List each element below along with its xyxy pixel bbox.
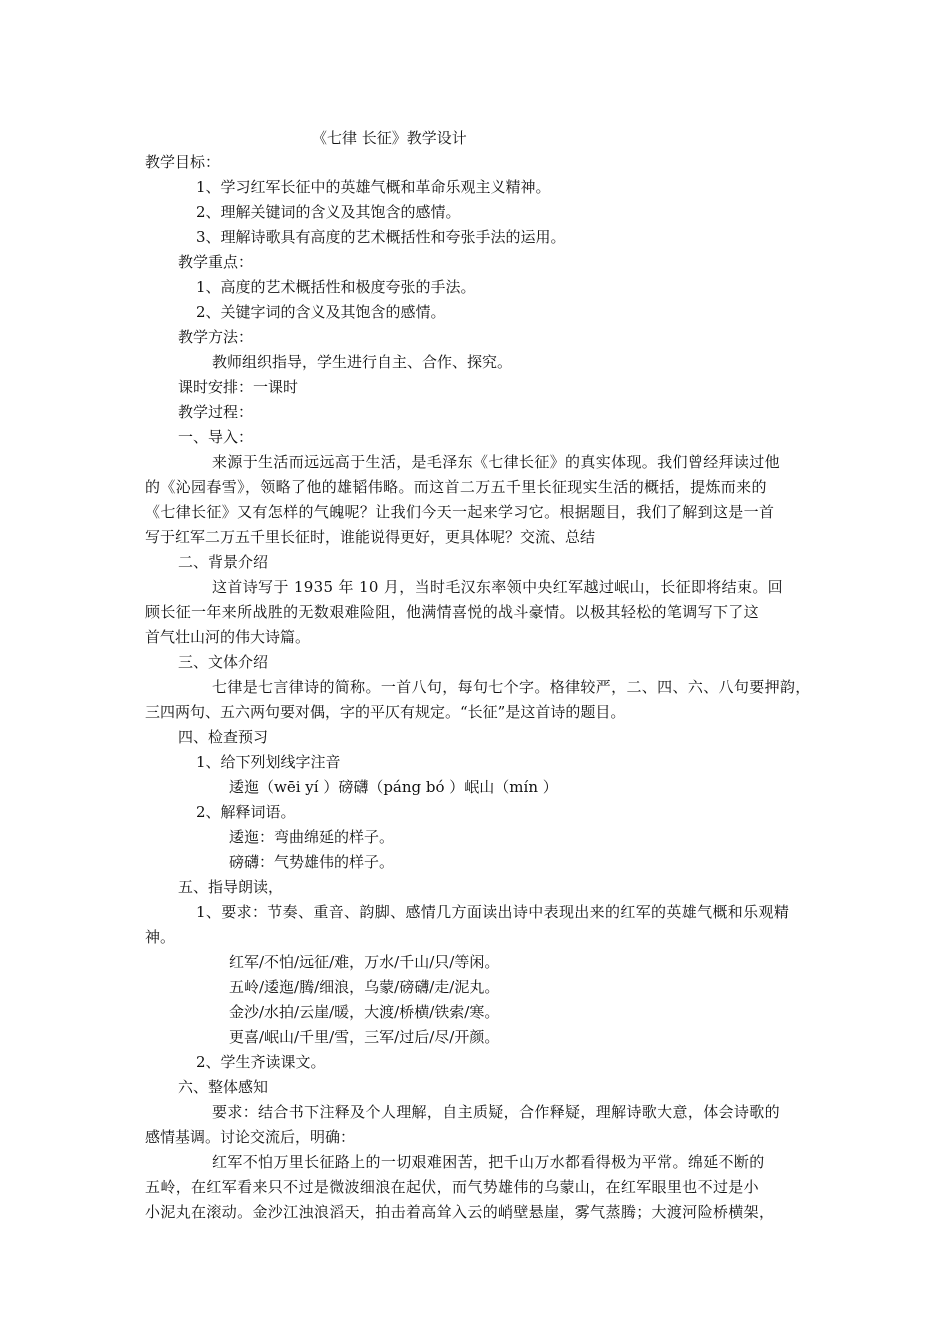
poem-line: 红军/不怕/远征/难，万水/千山/只/等闲。 xyxy=(229,953,500,971)
paragraph-line: 要求：结合书下注释及个人理解，自主质疑，合作释疑，理解诗歌大意，体会诗歌的 xyxy=(212,1103,780,1121)
paragraph-line: 五岭，在红军看来只不过是微波细浪在起伏，而气势雄伟的乌蒙山，在红军眼里也不过是小 xyxy=(145,1178,760,1196)
list-item: 1、给下列划线字注音 xyxy=(196,753,341,771)
keypoints-heading: 教学重点： xyxy=(178,253,254,271)
paragraph-line: 来源于生活而远远高于生活，是毛泽东《七律长征》的真实体现。我们曾经拜读过他 xyxy=(212,453,780,471)
definition-line: 逶迤：弯曲绵延的样子。 xyxy=(229,828,395,846)
section-heading: 五、指导朗读， xyxy=(178,878,284,896)
paragraph-line: 写于红军二万五千里长征时，谁能说得更好，更具体呢？交流、总结 xyxy=(145,528,596,546)
section-heading: 二、背景介绍 xyxy=(178,553,269,571)
method-heading: 教学方法： xyxy=(178,328,254,346)
keypoint-item: 1、高度的艺术概括性和极度夸张的手法。 xyxy=(196,278,476,296)
paragraph-line: 神。 xyxy=(145,928,176,946)
paragraph-line: 感情基调。讨论交流后，明确： xyxy=(145,1128,356,1146)
definition-line: 磅礴：气势雄伟的样子。 xyxy=(229,853,395,871)
poem-line: 金沙/水拍/云崖/暖，大渡/桥横/铁索/寒。 xyxy=(229,1003,500,1021)
poem-line: 五岭/逶迤/腾/细浪，乌蒙/磅礴/走/泥丸。 xyxy=(229,978,500,996)
paragraph-line: 顾长征一年来所战胜的无数艰难险阻，他满情喜悦的战斗豪情。以极其轻松的笔调写下了这 xyxy=(145,603,760,621)
paragraph-line: 1、要求：节奏、重音、韵脚、感情几方面读出诗中表现出来的红军的英雄气概和乐观精 xyxy=(196,903,790,921)
poem-line: 更喜/岷山/千里/雪，三军/过后/尽/开颜。 xyxy=(229,1028,500,1046)
section-heading: 一、导入： xyxy=(178,428,254,446)
objectives-heading: 教学目标： xyxy=(145,153,221,171)
section-heading: 六、整体感知 xyxy=(178,1078,269,1096)
process-heading: 教学过程： xyxy=(178,403,254,421)
schedule-line: 课时安排：一课时 xyxy=(178,378,299,396)
list-item: 2、解释词语。 xyxy=(196,803,296,821)
objective-item: 1、学习红军长征中的英雄气概和革命乐观主义精神。 xyxy=(196,178,551,196)
paragraph-line: 首气壮山河的伟大诗篇。 xyxy=(145,628,311,646)
paragraph-line: 的《沁园春雪》，领略了他的雄韬伟略。而这首二万五千里长征现实生活的概括，提炼而来的 xyxy=(145,478,767,496)
section-heading: 三、文体介绍 xyxy=(178,653,269,671)
list-item: 2、学生齐读课文。 xyxy=(196,1053,326,1071)
document-title: 《七律 长征》教学设计 xyxy=(312,129,467,147)
paragraph-line: 小泥丸在滚动。金沙江浊浪滔天，拍击着高耸入云的峭壁悬崖，雾气蒸腾；大渡河险桥横架， xyxy=(145,1203,775,1221)
paragraph-line: 七律是七言律诗的简称。一首八句，每句七个字。格律较严，二、四、六、八句要押韵， xyxy=(212,678,811,696)
objective-item: 2、理解关键词的含义及其饱含的感情。 xyxy=(196,203,461,221)
keypoint-item: 2、关键字词的含义及其饱含的感情。 xyxy=(196,303,446,321)
pinyin-line: 逶迤（wēi yí ）磅礴（páng bó ）岷山（mín ） xyxy=(229,778,558,796)
paragraph-line: 这首诗写于 1935 年 10 月，当时毛汉东率领中央红军越过岷山，长征即将结束。回 xyxy=(212,578,784,596)
paragraph-line: 《七律长征》又有怎样的气魄呢？让我们今天一起来学习它。根据题目，我们了解到这是一首 xyxy=(145,503,775,521)
method-text: 教师组织指导，学生进行自主、合作、探究。 xyxy=(212,353,513,371)
paragraph-line: 三四两句、五六两句要对偶，字的平仄有规定。“长征”是这首诗的题目。 xyxy=(145,703,626,721)
section-heading: 四、检查预习 xyxy=(178,728,269,746)
paragraph-line: 红军不怕万里长征路上的一切艰难困苦，把千山万水都看得极为平常。绵延不断的 xyxy=(212,1153,765,1171)
objective-item: 3、理解诗歌具有高度的艺术概括性和夸张手法的运用。 xyxy=(196,228,566,246)
